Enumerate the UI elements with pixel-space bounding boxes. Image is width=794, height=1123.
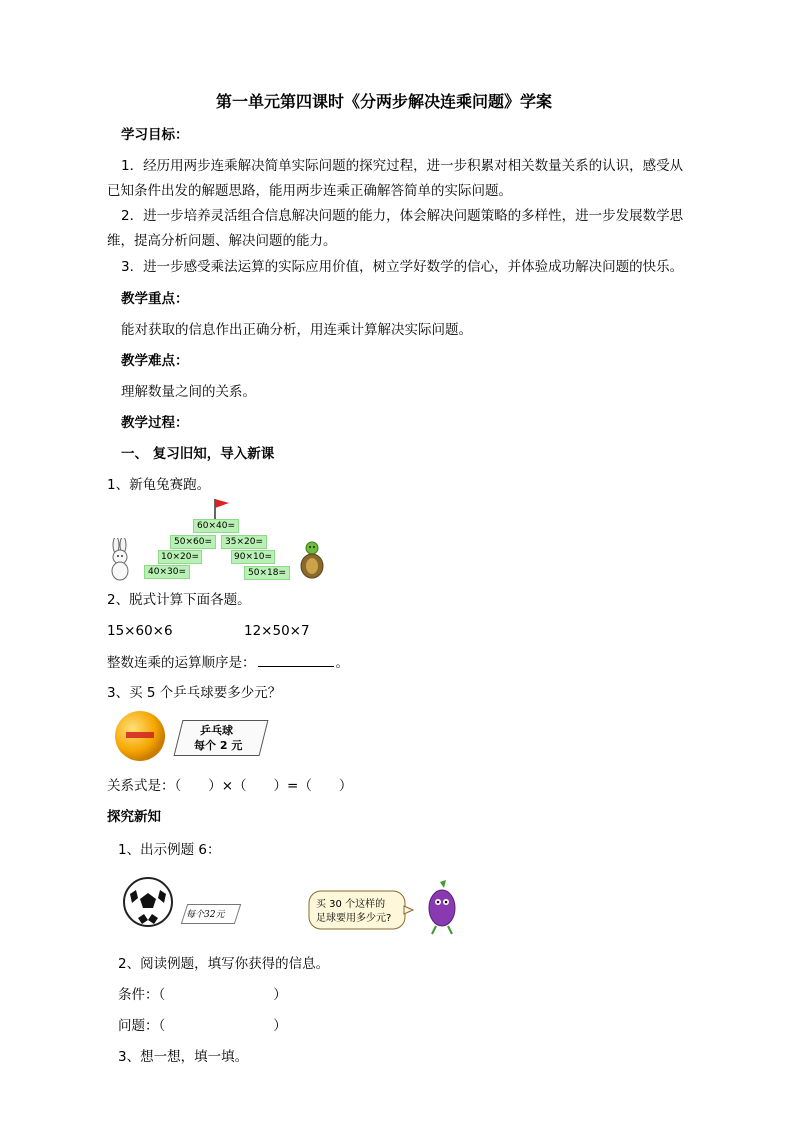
- relation-formula: 关系式是：（ ）×（ ）=（ ）: [107, 778, 353, 794]
- race-illustration: [104, 498, 334, 588]
- order-answer-blank[interactable]: [258, 653, 334, 667]
- football-illustration: [122, 876, 472, 936]
- goal-1-line-2: 已知条件出发的解题思路，能用两步连乘正确解答简单的实际问题。: [107, 183, 512, 199]
- expression-1: 15×60×6: [107, 623, 173, 639]
- item-1-race: 1、新龟兔赛跑。: [107, 477, 211, 493]
- pingpong-sign-line-2: 每个 2 元: [194, 739, 243, 752]
- goals-heading: 学习目标：: [121, 127, 189, 143]
- order-suffix: 。: [335, 655, 349, 671]
- goal-2-line-2: 维，提高分析问题、解决问题的能力。: [107, 233, 337, 249]
- pyramid-box: 35×20=: [221, 535, 267, 549]
- pingpong-ball-icon: [114, 710, 166, 762]
- key-point-text: 能对获取的信息作出正确分析，用连乘计算解决实际问题。: [121, 322, 472, 338]
- pyramid-box: 10×20=: [158, 550, 202, 564]
- explore-heading: 探究新知: [107, 809, 161, 825]
- rabbit-icon: [106, 538, 134, 582]
- key-point-heading: 教学重点：: [121, 291, 189, 307]
- explore-item-2: 2、阅读例题，填写你获得的信息。: [118, 956, 330, 972]
- item-2-calc: 2、脱式计算下面各题。: [107, 592, 251, 608]
- pyramid-box: 90×10=: [231, 550, 275, 564]
- condition-field[interactable]: 条件：（ ）: [118, 987, 287, 1003]
- goal-1-line-1: 1．经历用两步连乘解决简单实际问题的探究过程，进一步积累对相关数量关系的认识，感受从: [121, 158, 684, 174]
- pingpong-illustration: [114, 710, 274, 762]
- pyramid-box: 50×18=: [244, 566, 290, 580]
- speech-line-2: 足球要用多少元?: [316, 913, 392, 924]
- process-heading: 教学过程：: [121, 415, 189, 431]
- flag-icon: [213, 498, 231, 520]
- eggplant-character-icon: [422, 878, 462, 936]
- question-field[interactable]: 问题：（ ）: [118, 1018, 287, 1034]
- football-icon: [122, 876, 174, 928]
- pyramid-box: 60×40=: [193, 519, 239, 533]
- difficulty-text: 理解数量之间的关系。: [121, 384, 256, 400]
- pyramid-box: 50×60=: [170, 535, 216, 549]
- order-prefix: 整数连乘的运算顺序是：: [107, 655, 256, 671]
- pyramid-box: 40×30=: [144, 565, 190, 579]
- page-title: 第一单元第四课时《分两步解决连乘问题》学案: [216, 92, 553, 111]
- goal-3: 3．进一步感受乘法运算的实际应用价值，树立学好数学的信心，并体验成功解决问题的快乐。: [121, 259, 684, 275]
- explore-item-3: 3、想一想，填一填。: [118, 1049, 249, 1065]
- section-1-heading: 一、 复习旧知，导入新课: [121, 446, 275, 462]
- expression-2: 12×50×7: [244, 623, 310, 639]
- difficulty-heading: 教学难点：: [121, 353, 189, 369]
- item-3-pingpong: 3、买 5 个乒乓球要多少元？: [107, 685, 282, 701]
- goal-2-line-1: 2．进一步培养灵活组合信息解决问题的能力，体会解决问题策略的多样性，进一步发展数学思: [121, 208, 684, 224]
- pingpong-sign-line-1: 乒乓球: [200, 724, 233, 737]
- explore-item-1: 1、出示例题 6：: [118, 842, 221, 858]
- turtle-icon: [297, 540, 327, 580]
- football-price-tag: 每个32元: [186, 910, 225, 920]
- speech-line-1: 买 30 个这样的: [316, 899, 386, 910]
- order-sentence: [107, 653, 349, 672]
